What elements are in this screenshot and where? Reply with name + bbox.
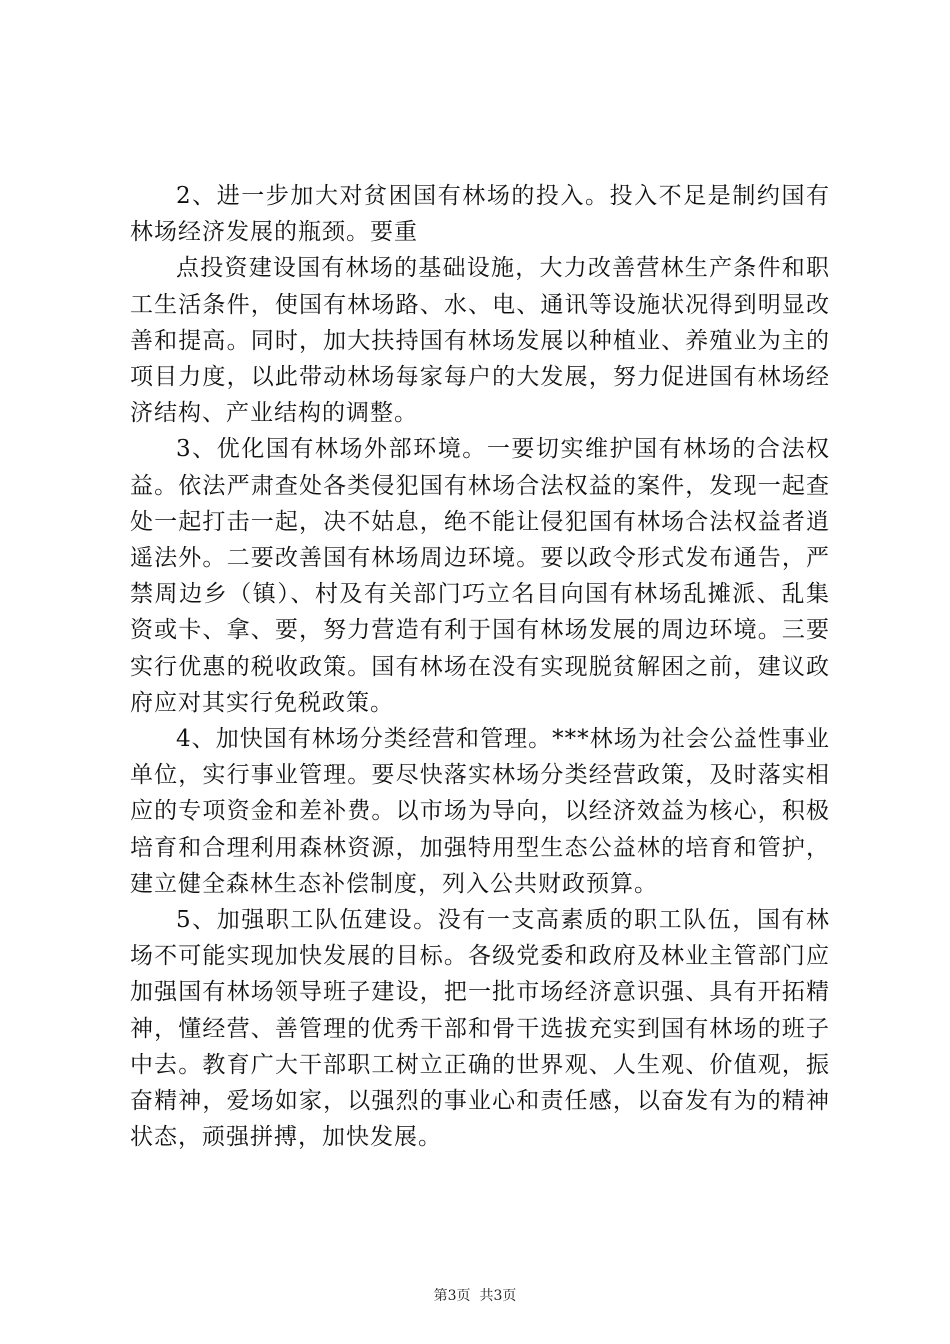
paragraph-workforce: 5、加强职工队伍建设。没有一支高素质的职工队伍，国有林场不可能实现加快发展的目标。各级党委和政府及林业主管部门应加强国有林场领导班子建设，把一批市场经济意识强、具有开拓精神，懂经营、善管理的优秀干部和骨干选拔充实到国有林场的班子中去。教育广大干部职工树立正确的世界观、人生观、价值观，振奋精神，爱场如家，以强烈的事业心和责任感，以奋发有为的精神状态，顽强拼搏，加快发展。 <box>130 907 830 1151</box>
page-footer: 第3页 共3页 <box>433 1288 517 1304</box>
paragraph-investment-continued: 点投资建设国有林场的基础设施，大力改善营林生产条件和职工生活条件，使国有林场路、水、电、通讯等设施状况得到明显改善和提高。同时，加大扶持国有林场发展以种植业、养殖业为主的项目力度，以此带动林场每家每户的大发展，努力促进国有林场经济结构、产业结构的调整。 <box>130 255 830 427</box>
paragraph-classified-management: 4、加快国有林场分类经营和管理。***林场为社会公益性事业单位，实行事业管理。要尽快落实林场分类经营政策，及时落实相应的专项资金和差补费。以市场为导向，以经济效益为核心，积极培育和合理利用森林资源，加强特用型生态公益林的培育和管护，建立健全森林生态补偿制度，列入公共财政预算。 <box>130 726 830 897</box>
paragraph-external-environment: 3、优化国有林场外部环境。一要切实维护国有林场的合法权益。依法严肃查处各类侵犯国有林场合法权益的案件，发现一起查处一起打击一起，决不姑息，绝不能让侵犯国有林场合法权益者逍遥法外。二要改善国有林场周边环境。要以政令形式发布通告，严禁周边乡（镇）、村及有关部门巧立名目向国有林场乱摊派、乱集资或卡、拿、要，努力营造有利于国有林场发展的周边环境。三要实行优惠的税收政策。国有林场在没有实现脱贫解困之前，建议政府应对其实行免税政策。 <box>130 436 830 716</box>
document-body <box>130 178 830 1155</box>
paragraph-investment: 2、进一步加大对贫困国有林场的投入。投入不足是制约国有林场经济发展的瓶颈。要重 <box>130 183 830 246</box>
